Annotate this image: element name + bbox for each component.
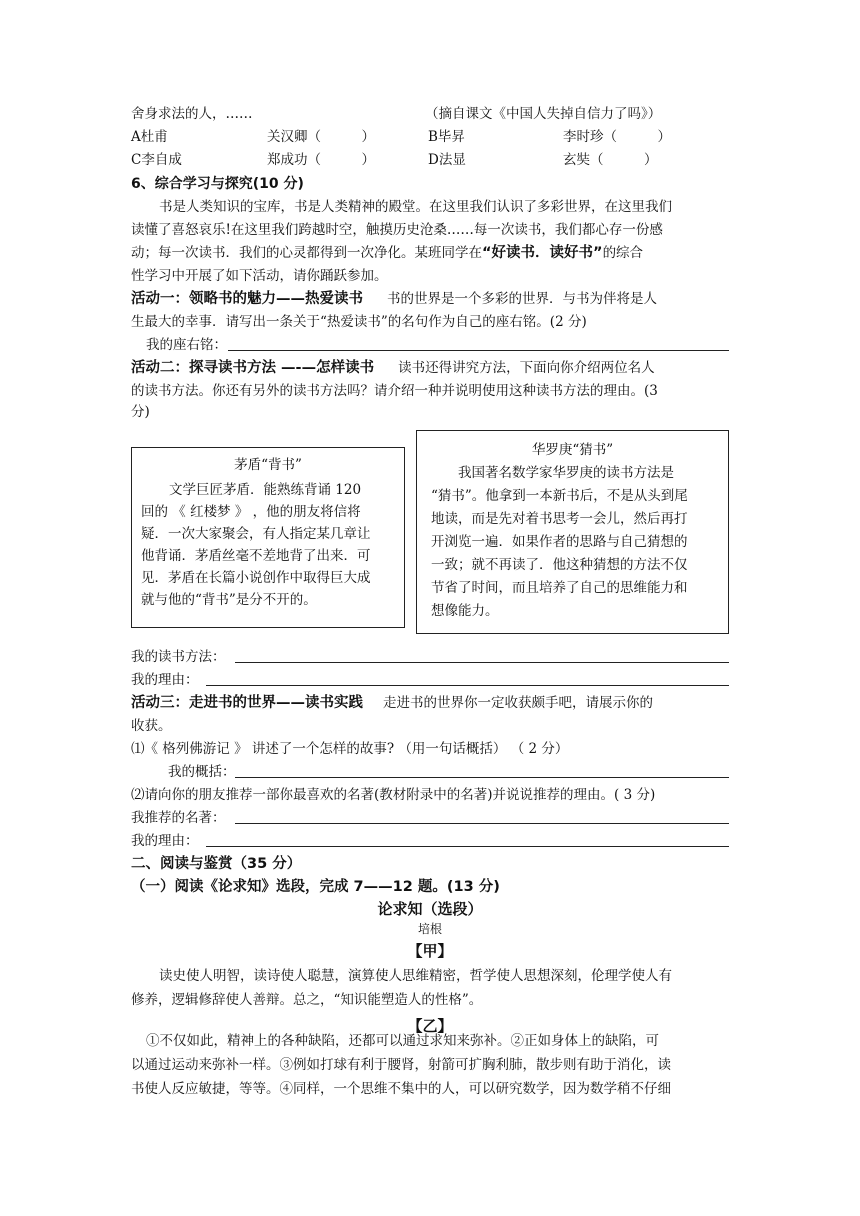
option-c1: C李自成: [131, 152, 182, 168]
jia-line: 读史使人明智，读诗使人聪慧，演算使人思维精密，哲学使人思想深刻，伦理学使人有: [159, 968, 672, 984]
summary-label: 我的概括：: [168, 764, 236, 780]
q6-intro-3a: 动；每一次读书．我们的心灵都得到一次净化。某班同学在: [131, 245, 482, 261]
option-b2: 李时珍（ ）: [563, 129, 671, 145]
reason-label: 我的理由：: [131, 672, 199, 688]
option-b1: B毕昇: [428, 129, 465, 145]
hualuogeng-line: 想像能力。: [431, 603, 499, 619]
option-c2: 郑成功（ ）: [267, 152, 375, 168]
q6-intro-3: [131, 242, 643, 264]
maodun-line: 见．茅盾在长篇小说创作中取得巨大成: [141, 570, 371, 586]
reason2-label: 我的理由：: [131, 833, 199, 849]
reason2-answer-line[interactable]: [206, 846, 729, 847]
activity2-text1: 读书还得讲究方法，下面向你介绍两位名人: [398, 360, 655, 376]
yi-line: 以通过运动来弥补一样。③例如打球有利于腰肾，射箭可扩胸利肺，散步则有助于消化，读: [131, 1057, 671, 1073]
continued-text: 舍身求法的人，……: [131, 106, 253, 122]
q6-intro-4: 性学习中开展了如下活动，请你踊跃参加。: [131, 268, 388, 284]
source-note: （摘自课文《中国人失掉自信力了吗》）: [425, 106, 662, 122]
part2-title: 二、阅读与鉴赏（35 分）: [131, 856, 302, 872]
option-a1: A杜甫: [131, 129, 168, 145]
method-answer-line[interactable]: [235, 662, 729, 663]
q6-title: 6、综合学习与探究(10 分): [131, 176, 304, 192]
activity2-line1: [131, 357, 655, 379]
hualuogeng-title: 华罗庚“猜书”: [531, 442, 614, 458]
theme-phrase: “好读书．读好书”: [482, 245, 603, 261]
maodun-title: 茅盾“背书”: [234, 457, 302, 473]
maodun-box: [131, 447, 405, 628]
maodun-line: 就与他的“背书”是分不开的。: [141, 592, 317, 608]
hualuogeng-line: 一致；就不再读了．他这种猜想的方法不仅: [431, 557, 688, 573]
book-answer-line[interactable]: [235, 823, 729, 824]
yi-line: 书使人反应敏捷，等等。④同样，一个思维不集中的人，可以研究数学，因为数学稍不仔细: [131, 1081, 671, 1097]
activity3-q1: ⑴《 格列佛游记 》 讲述了一个怎样的故事? （用一句话概括） （ 2 分）: [131, 741, 569, 757]
activity1-line1: [131, 288, 657, 310]
option-d2: 玄奘（ ）: [563, 152, 658, 168]
method-label: 我的读书方法：: [131, 649, 226, 665]
activity3-q2: ⑵请向你的朋友推荐一部你最喜欢的名著(教材附录中的名著)并说说推荐的理由。( 3 分): [131, 787, 656, 803]
yi-line: ①不仅如此，精神上的各种缺陷，还都可以通过求知来弥补。②正如身体上的缺陷，可: [146, 1033, 659, 1049]
hualuogeng-line: 节省了时间，而且培养了自己的思维能力和: [431, 580, 688, 596]
motto-label: 我的座右铭：: [146, 337, 227, 353]
option-d1: D法显: [428, 152, 466, 168]
activity2-title: 活动二：探寻读书方法 —-—怎样读书: [131, 360, 375, 376]
hualuogeng-line: “猜书”。他拿到一本新书后，不是从头到尾: [431, 488, 688, 504]
hualuogeng-line: 地读，而是先对着书思考一会儿，然后再打: [431, 511, 688, 527]
activity1-title: 活动一：领略书的魅力——热爱读书: [131, 291, 363, 307]
section-jia: 【甲】: [407, 942, 453, 960]
q6-intro-2: 读懂了喜怒哀乐!在这里我们跨越时空，触摸历史沧桑……每一次读书，我们都心存一份感: [131, 222, 663, 238]
q6-intro-1: 书是人类知识的宝库，书是人类精神的殿堂。在这里我们认识了多彩世界，在这里我们: [159, 199, 672, 215]
reason-answer-line[interactable]: [206, 685, 729, 686]
activity3-text1: 走进书的世界你一定收获颇手吧，请展示你的: [383, 695, 653, 711]
part2-sub: （一）阅读《论求知》选段，完成 7——12 题。(13 分): [131, 879, 500, 895]
maodun-line: 回的 《 红楼梦 》 ，他的朋友将信将: [141, 504, 361, 520]
activity3-title: 活动三：走进书的世界——读书实践: [131, 695, 363, 711]
article-author: 培根: [417, 922, 442, 936]
maodun-line: 文学巨匠茅盾．能熟练背诵 120: [169, 482, 362, 498]
book-label: 我推荐的名著：: [131, 810, 226, 826]
motto-answer-line[interactable]: [228, 350, 729, 351]
article-title: 论求知（选段）: [377, 900, 483, 918]
maodun-line: 疑．一次大家聚会，有人指定某几章让: [141, 526, 371, 542]
hualuogeng-line: 开浏览一遍．如果作者的思路与自己猜想的: [431, 534, 688, 550]
activity2-text3: 分): [131, 404, 150, 420]
activity3-line1: [131, 692, 653, 714]
summary-answer-line[interactable]: [235, 777, 729, 778]
activity3-text2: 收获。: [131, 718, 172, 734]
jia-line: 修养，逻辑修辞使人善辩。总之，“知识能塑造人的性格”。: [131, 992, 483, 1008]
activity2-text2: 的读书方法。你还有另外的读书方法吗？请介绍一种并说明使用这种读书方法的理由。(3: [131, 383, 658, 399]
q6-intro-3b: 的综合: [602, 245, 644, 261]
section-yi: 【乙】: [407, 1017, 453, 1035]
activity1-text1: 书的世界是一个多彩的世界．与书为伴将是人: [387, 291, 657, 307]
option-a2: 关汉卿（ ）: [267, 129, 375, 145]
hualuogeng-line: 我国著名数学家华罗庚的读书方法是: [458, 465, 674, 481]
hualuogeng-box: [416, 430, 729, 634]
maodun-line: 他背诵．茅盾丝毫不差地背了出来．可: [141, 548, 371, 564]
activity1-text2: 生最大的幸事．请写出一条关于“热爱读书”的名句作为自己的座右铭。(2 分): [131, 314, 587, 330]
